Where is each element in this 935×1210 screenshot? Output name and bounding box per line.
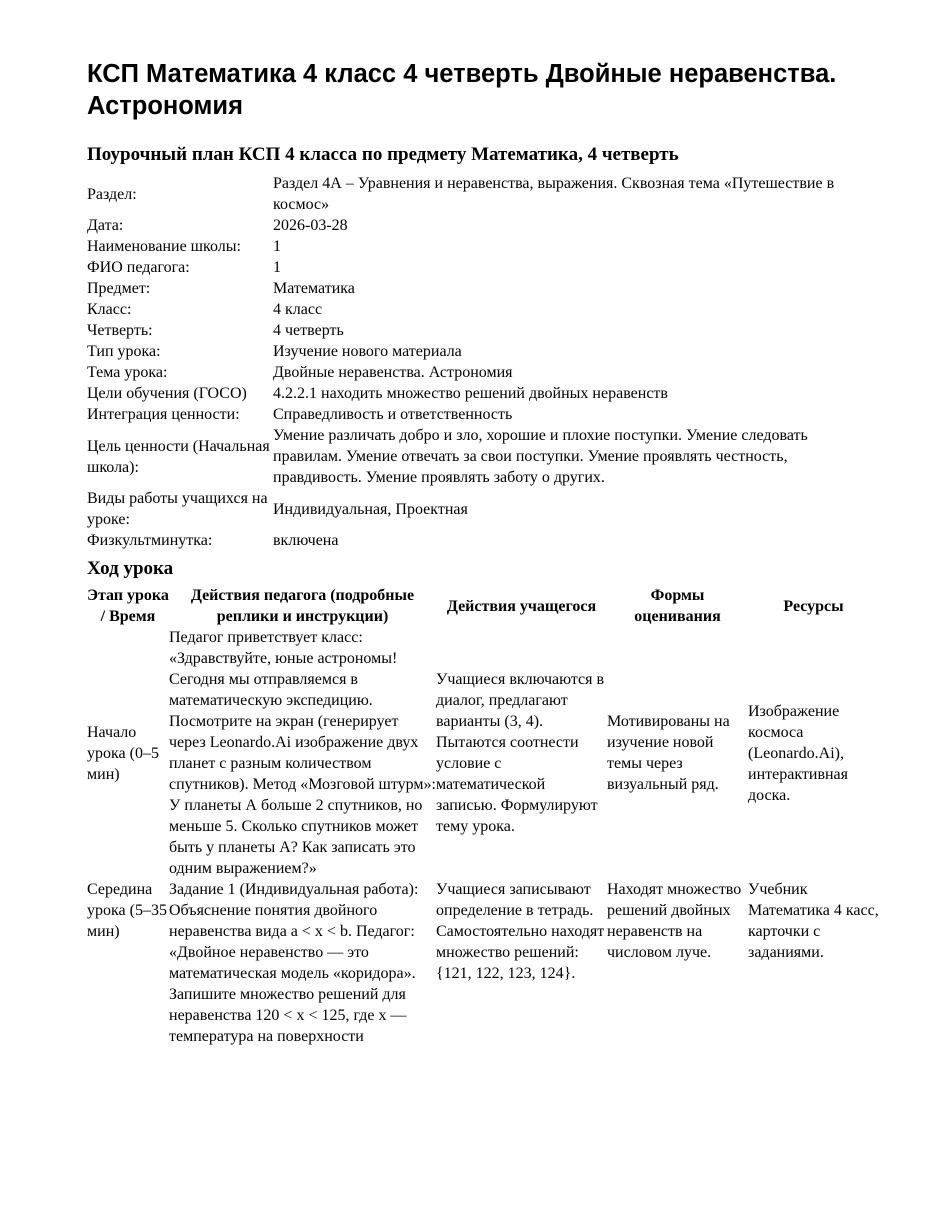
stage-cell: Начало урока (0–5 мин) bbox=[87, 723, 159, 783]
meta-key: Наименование школы: bbox=[87, 238, 241, 255]
resources-cell: Изображение космоса (Leonardo.Ai), интерактивная доска. bbox=[748, 702, 849, 804]
meta-value: включена bbox=[273, 532, 339, 549]
meta-row bbox=[87, 299, 873, 320]
meta-key: Дата: bbox=[87, 217, 124, 234]
meta-key: Тема урока: bbox=[87, 364, 168, 381]
lesson-table bbox=[87, 585, 879, 1047]
meta-key: Физкультминутка: bbox=[87, 532, 213, 549]
meta-value: Индивидуальная, Проектная bbox=[273, 500, 468, 518]
lesson-row bbox=[87, 627, 879, 879]
meta-value: Умение различать добро и зло, хорошие и плохие поступки. Умение следовать правилам. Умение отвечать за свои поступки. Умение проявлять честность, правдивость. Умение проявлять заботу о других. bbox=[273, 427, 808, 486]
meta-value: 1 bbox=[273, 259, 281, 276]
meta-value: Двойные неравенства. Астрономия bbox=[273, 364, 513, 381]
meta-key: Раздел: bbox=[87, 185, 137, 203]
meta-row bbox=[87, 278, 873, 299]
meta-row bbox=[87, 404, 873, 425]
assessment-cell: Мотивированы на изучение новой темы через визуальный ряд. bbox=[607, 713, 730, 793]
meta-value: Справедливость и ответственность bbox=[273, 406, 513, 423]
meta-row bbox=[87, 173, 873, 215]
meta-key: ФИО педагога: bbox=[87, 259, 190, 276]
column-header-assessment: Формы оценивания bbox=[634, 587, 721, 625]
meta-key: Цели обучения (ГОСО) bbox=[87, 385, 247, 402]
student-actions-cell: Учащиеся включаются в диалог, предлагают варианты (3, 4). Пытаются соотнести условие с математической записью. Формулируют тему урока. bbox=[436, 671, 605, 835]
meta-key: Тип урока: bbox=[87, 343, 161, 360]
plan-subtitle: Поурочный план КСП 4 класса по предмету Математика, 4 четверть bbox=[87, 144, 679, 165]
column-header-stage: Этап урока / Время bbox=[87, 587, 169, 625]
meta-row bbox=[87, 320, 873, 341]
meta-value: Изучение нового материала bbox=[273, 343, 462, 360]
lesson-heading: Ход урока bbox=[87, 558, 174, 579]
document-title: КСП Математика 4 класс 4 четверть Двойные неравенства. Астрономия bbox=[87, 60, 837, 120]
meta-value: 2026-03-28 bbox=[273, 217, 348, 234]
document-page bbox=[87, 58, 887, 1047]
meta-key: Четверть: bbox=[87, 322, 153, 339]
meta-row bbox=[87, 488, 873, 530]
lesson-header-row bbox=[87, 585, 879, 627]
resources-cell: Учебник Математика 4 касс, карточки с заданиями. bbox=[748, 881, 879, 961]
assessment-cell: Находят множество решений двойных неравенств на числовом луче. bbox=[607, 881, 742, 961]
meta-value: 4 класс bbox=[273, 301, 323, 318]
column-header-resources: Ресурсы bbox=[783, 597, 844, 615]
meta-row bbox=[87, 530, 873, 551]
teacher-actions-cell: Педагог приветствует класс: «Здравствуйте, юные астрономы! Сегодня мы отправляемся в математическую экспедицию. Посмотрите на экран (генерирует через Leonardo.Ai изображение двух планет с разным количеством спутников). Метод «Мозговой штурм»: У планеты А больше 2 спутников, но меньше 5. Сколько спутников может быть у планеты А? Как записать это одним выражением?» bbox=[169, 629, 436, 877]
meta-row bbox=[87, 362, 873, 383]
meta-value: 4.2.2.1 находить множество решений двойных неравенств bbox=[273, 385, 668, 402]
student-actions-cell: Учащиеся записывают определение в тетрадь. Самостоятельно находят множество решений: {121, 122, 123, 124}. bbox=[436, 881, 605, 982]
column-header-teacher: Действия педагога (подробные реплики и инструкции) bbox=[190, 587, 415, 625]
lesson-row bbox=[87, 879, 879, 1047]
meta-value: 1 bbox=[273, 238, 281, 255]
meta-key: Интеграция ценности: bbox=[87, 406, 240, 423]
meta-key: Виды работы учащихся на уроке: bbox=[87, 490, 268, 528]
meta-key: Класс: bbox=[87, 301, 132, 318]
meta-table bbox=[87, 173, 873, 551]
meta-row bbox=[87, 215, 873, 236]
meta-value: Математика bbox=[273, 280, 355, 297]
meta-row bbox=[87, 236, 873, 257]
meta-key: Цель ценности (Начальная школа): bbox=[87, 437, 270, 476]
meta-value: Раздел 4А – Уравнения и неравенства, выражения. Сквозная тема «Путешествие в космос» bbox=[273, 175, 835, 213]
meta-row bbox=[87, 257, 873, 278]
meta-row bbox=[87, 425, 873, 488]
meta-key: Предмет: bbox=[87, 280, 151, 297]
column-header-student: Действия учащегося bbox=[446, 597, 597, 615]
meta-row bbox=[87, 383, 873, 404]
meta-row bbox=[87, 341, 873, 362]
meta-value: 4 четверть bbox=[273, 322, 344, 339]
stage-cell: Середина урока (5–35 мин) bbox=[87, 881, 167, 940]
teacher-actions-cell: Задание 1 (Индивидуальная работа): Объяснение понятия двойного неравенства вида a < x < b. Педагог: «Двойное неравенство — это математическая модель «коридора». Запишите множество решений для неравенства 120 < x < 125, где x — температура на поверхности bbox=[169, 881, 419, 1045]
